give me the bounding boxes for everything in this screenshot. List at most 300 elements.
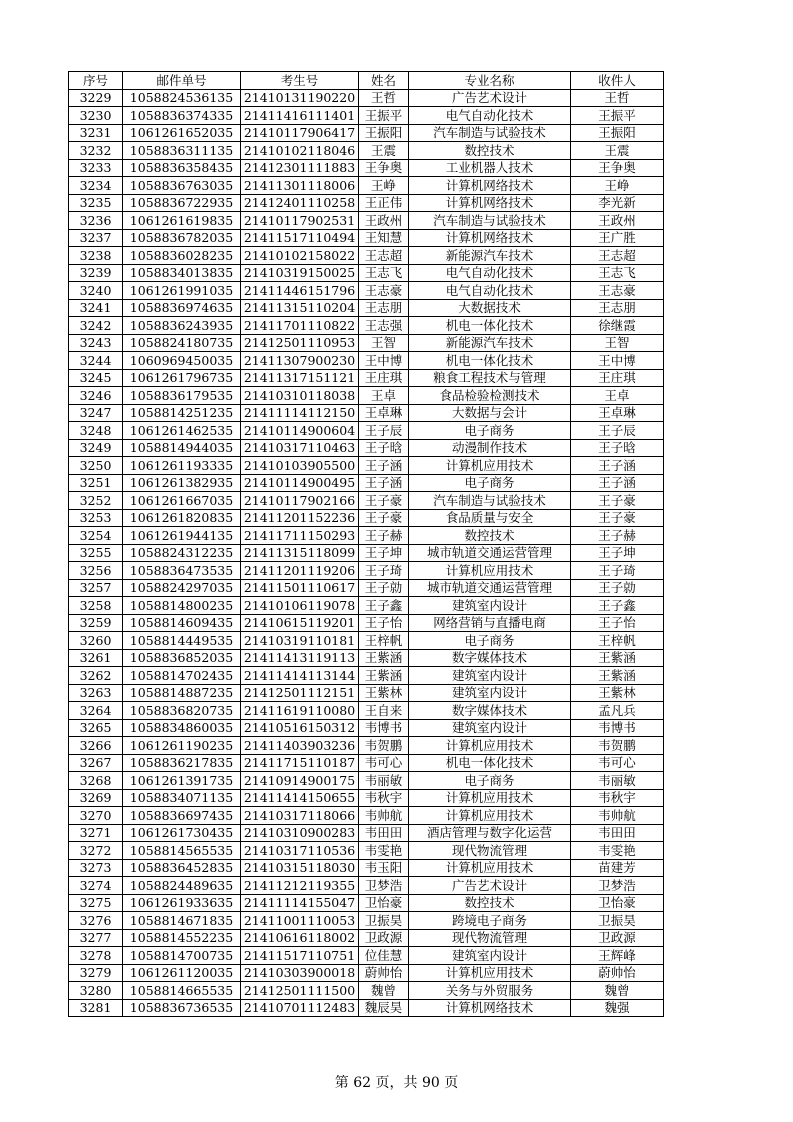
- cell-serial-number: 3231: [69, 124, 123, 142]
- cell-major: 计算机应用技术: [409, 562, 571, 580]
- cell-major: 电子商务: [409, 474, 571, 492]
- cell-candidate-number: 21411446151796: [241, 282, 359, 300]
- cell-serial-number: 3256: [69, 562, 123, 580]
- cell-serial-number: 3241: [69, 299, 123, 317]
- cell-mail-tracking-number: 1058836358435: [123, 159, 241, 177]
- cell-recipient: 魏曾: [571, 982, 664, 1000]
- cell-major: 数字媒体技术: [409, 649, 571, 667]
- table-row: [69, 789, 664, 807]
- cell-name: 王志强: [359, 317, 409, 335]
- cell-mail-tracking-number: 1061261820835: [123, 509, 241, 527]
- cell-name: 王子琦: [359, 562, 409, 580]
- cell-recipient: 王紫涵: [571, 667, 664, 685]
- cell-major: 网络营销与直播电商: [409, 614, 571, 632]
- cell-recipient: 韦秋宇: [571, 789, 664, 807]
- cell-name: 王正伟: [359, 194, 409, 212]
- cell-serial-number: 3234: [69, 177, 123, 195]
- cell-major: 计算机应用技术: [409, 457, 571, 475]
- table-row: [69, 702, 664, 720]
- cell-serial-number: 3242: [69, 317, 123, 335]
- cell-mail-tracking-number: 1058836722935: [123, 194, 241, 212]
- cell-major: 电子商务: [409, 772, 571, 790]
- cell-serial-number: 3252: [69, 492, 123, 510]
- cell-name: 王振平: [359, 107, 409, 125]
- cell-mail-tracking-number: 1058836028235: [123, 247, 241, 265]
- cell-name: 王震: [359, 142, 409, 160]
- table-row: [69, 509, 664, 527]
- cell-candidate-number: 21411212119355: [241, 877, 359, 895]
- cell-mail-tracking-number: 1061261796735: [123, 369, 241, 387]
- cell-name: 王梓帆: [359, 632, 409, 650]
- cell-name: 王自来: [359, 702, 409, 720]
- cell-name: 王子涵: [359, 474, 409, 492]
- cell-major: 关务与外贸服务: [409, 982, 571, 1000]
- cell-serial-number: 3273: [69, 859, 123, 877]
- cell-name: 韦田田: [359, 824, 409, 842]
- cell-serial-number: 3235: [69, 194, 123, 212]
- cell-mail-tracking-number: 1058834013835: [123, 264, 241, 282]
- cell-mail-tracking-number: 1058814702435: [123, 667, 241, 685]
- cell-candidate-number: 21411403903236: [241, 737, 359, 755]
- table-row: [69, 317, 664, 335]
- cell-name: 卫振昊: [359, 912, 409, 930]
- cell-serial-number: 3236: [69, 212, 123, 230]
- cell-serial-number: 3270: [69, 807, 123, 825]
- cell-serial-number: 3272: [69, 842, 123, 860]
- cell-candidate-number: 21411307900230: [241, 352, 359, 370]
- cell-serial-number: 3261: [69, 649, 123, 667]
- cell-major: 机电一体化技术: [409, 352, 571, 370]
- cell-name: 王紫林: [359, 684, 409, 702]
- cell-recipient: 王子琦: [571, 562, 664, 580]
- cell-major: 现代物流管理: [409, 842, 571, 860]
- cell-mail-tracking-number: 1058824297035: [123, 579, 241, 597]
- table-row: [69, 912, 664, 930]
- cell-candidate-number: 21411201119206: [241, 562, 359, 580]
- cell-candidate-number: 21410319110181: [241, 632, 359, 650]
- cell-serial-number: 3258: [69, 597, 123, 615]
- cell-candidate-number: 21410106119078: [241, 597, 359, 615]
- cell-mail-tracking-number: 1058814800235: [123, 597, 241, 615]
- cell-major: 计算机网络技术: [409, 194, 571, 212]
- cell-candidate-number: 21410315118030: [241, 859, 359, 877]
- cell-candidate-number: 21411619110080: [241, 702, 359, 720]
- cell-recipient: 苗建芳: [571, 859, 664, 877]
- cell-serial-number: 3254: [69, 527, 123, 545]
- cell-name: 王子坤: [359, 544, 409, 562]
- cell-candidate-number: 21412501110953: [241, 334, 359, 352]
- table-row: [69, 282, 664, 300]
- shipment-roster-table: [68, 71, 664, 1017]
- cell-serial-number: 3246: [69, 387, 123, 405]
- cell-mail-tracking-number: 1061261462535: [123, 422, 241, 440]
- cell-mail-tracking-number: 1058836243935: [123, 317, 241, 335]
- cell-candidate-number: 21410117902531: [241, 212, 359, 230]
- cell-serial-number: 3250: [69, 457, 123, 475]
- cell-recipient: 韦丽敏: [571, 772, 664, 790]
- table-row: [69, 754, 664, 772]
- cell-mail-tracking-number: 1058824312235: [123, 544, 241, 562]
- cell-name: 韦贺鹏: [359, 737, 409, 755]
- cell-candidate-number: 21411001110053: [241, 912, 359, 930]
- cell-major: 城市轨道交通运营管理: [409, 579, 571, 597]
- table-row: [69, 159, 664, 177]
- cell-candidate-number: 21411416111401: [241, 107, 359, 125]
- table-row: [69, 947, 664, 965]
- header-mail-tracking-number: 邮件单号: [123, 72, 241, 90]
- table-row: [69, 859, 664, 877]
- cell-recipient: 卫怡豪: [571, 894, 664, 912]
- cell-candidate-number: 21410117906417: [241, 124, 359, 142]
- cell-name: 王子赫: [359, 527, 409, 545]
- cell-mail-tracking-number: 1058836697435: [123, 807, 241, 825]
- cell-name: 卫梦浩: [359, 877, 409, 895]
- cell-candidate-number: 21411517110494: [241, 229, 359, 247]
- cell-mail-tracking-number: 1061261382935: [123, 474, 241, 492]
- cell-serial-number: 3229: [69, 89, 123, 107]
- cell-serial-number: 3244: [69, 352, 123, 370]
- cell-serial-number: 3233: [69, 159, 123, 177]
- table-row: [69, 597, 664, 615]
- cell-major: 汽车制造与试验技术: [409, 492, 571, 510]
- cell-name: 王紫涵: [359, 667, 409, 685]
- cell-major: 数控技术: [409, 894, 571, 912]
- cell-candidate-number: 21411414150655: [241, 789, 359, 807]
- cell-serial-number: 3278: [69, 947, 123, 965]
- cell-major: 计算机应用技术: [409, 807, 571, 825]
- cell-candidate-number: 21411301118006: [241, 177, 359, 195]
- cell-major: 现代物流管理: [409, 929, 571, 947]
- cell-recipient: 王子赫: [571, 527, 664, 545]
- cell-serial-number: 3248: [69, 422, 123, 440]
- cell-serial-number: 3253: [69, 509, 123, 527]
- cell-major: 城市轨道交通运营管理: [409, 544, 571, 562]
- cell-recipient: 王子怡: [571, 614, 664, 632]
- table-row: [69, 544, 664, 562]
- cell-candidate-number: 21410701112483: [241, 999, 359, 1017]
- table-row: [69, 842, 664, 860]
- cell-major: 广告艺术设计: [409, 877, 571, 895]
- cell-candidate-number: 21410914900175: [241, 772, 359, 790]
- cell-mail-tracking-number: 1061261730435: [123, 824, 241, 842]
- cell-candidate-number: 21411315118099: [241, 544, 359, 562]
- cell-recipient: 王辉峰: [571, 947, 664, 965]
- cell-recipient: 王紫林: [571, 684, 664, 702]
- cell-name: 韦博书: [359, 719, 409, 737]
- page-number-footer: 第 62 页，共 90 页: [334, 1075, 459, 1091]
- cell-mail-tracking-number: 1058814671835: [123, 912, 241, 930]
- table-row: [69, 299, 664, 317]
- cell-mail-tracking-number: 1058814944035: [123, 439, 241, 457]
- cell-name: 王争奥: [359, 159, 409, 177]
- table-row: [69, 527, 664, 545]
- cell-recipient: 李光新: [571, 194, 664, 212]
- cell-major: 电气自动化技术: [409, 282, 571, 300]
- table-row: [69, 404, 664, 422]
- cell-candidate-number: 21410516150312: [241, 719, 359, 737]
- cell-candidate-number: 21411414113144: [241, 667, 359, 685]
- cell-candidate-number: 21411201152236: [241, 509, 359, 527]
- cell-major: 建筑室内设计: [409, 684, 571, 702]
- cell-recipient: 王中博: [571, 352, 664, 370]
- cell-recipient: 王震: [571, 142, 664, 160]
- cell-recipient: 王智: [571, 334, 664, 352]
- cell-candidate-number: 21412501111500: [241, 982, 359, 1000]
- cell-major: 电气自动化技术: [409, 264, 571, 282]
- cell-major: 计算机应用技术: [409, 789, 571, 807]
- cell-mail-tracking-number: 1058836820735: [123, 702, 241, 720]
- cell-candidate-number: 21410114900495: [241, 474, 359, 492]
- table-row: [69, 737, 664, 755]
- cell-serial-number: 3232: [69, 142, 123, 160]
- table-row: [69, 562, 664, 580]
- cell-name: 卫政源: [359, 929, 409, 947]
- cell-major: 粮食工程技术与管理: [409, 369, 571, 387]
- cell-candidate-number: 21411517110751: [241, 947, 359, 965]
- cell-recipient: 王梓帆: [571, 632, 664, 650]
- cell-major: 计算机应用技术: [409, 737, 571, 755]
- cell-recipient: 魏强: [571, 999, 664, 1017]
- cell-mail-tracking-number: 1058836311135: [123, 142, 241, 160]
- cell-major: 汽车制造与试验技术: [409, 124, 571, 142]
- cell-mail-tracking-number: 1061261619835: [123, 212, 241, 230]
- cell-recipient: 王庄琪: [571, 369, 664, 387]
- table-row: [69, 457, 664, 475]
- cell-mail-tracking-number: 1061261391735: [123, 772, 241, 790]
- cell-candidate-number: 21412501112151: [241, 684, 359, 702]
- cell-major: 大数据技术: [409, 299, 571, 317]
- cell-serial-number: 3239: [69, 264, 123, 282]
- cell-major: 工业机器人技术: [409, 159, 571, 177]
- cell-mail-tracking-number: 1058836782035: [123, 229, 241, 247]
- table-row: [69, 964, 664, 982]
- table-row: [69, 772, 664, 790]
- cell-mail-tracking-number: 1058836452835: [123, 859, 241, 877]
- cell-name: 王政州: [359, 212, 409, 230]
- table-row: [69, 824, 664, 842]
- cell-candidate-number: 21410103905500: [241, 457, 359, 475]
- cell-name: 王庄琪: [359, 369, 409, 387]
- cell-major: 计算机网络技术: [409, 177, 571, 195]
- cell-name: 韦雯艳: [359, 842, 409, 860]
- cell-serial-number: 3240: [69, 282, 123, 300]
- cell-recipient: 王子豪: [571, 492, 664, 510]
- cell-serial-number: 3245: [69, 369, 123, 387]
- cell-recipient: 王子涵: [571, 457, 664, 475]
- cell-recipient: 韦博书: [571, 719, 664, 737]
- cell-recipient: 王振平: [571, 107, 664, 125]
- cell-major: 广告艺术设计: [409, 89, 571, 107]
- cell-mail-tracking-number: 1058814665535: [123, 982, 241, 1000]
- cell-recipient: 王子鑫: [571, 597, 664, 615]
- cell-name: 王子鑫: [359, 597, 409, 615]
- cell-serial-number: 3280: [69, 982, 123, 1000]
- table-row: [69, 107, 664, 125]
- cell-mail-tracking-number: 1058836763035: [123, 177, 241, 195]
- table-row: [69, 492, 664, 510]
- cell-name: 位佳慧: [359, 947, 409, 965]
- cell-mail-tracking-number: 1061261652035: [123, 124, 241, 142]
- cell-serial-number: 3275: [69, 894, 123, 912]
- cell-candidate-number: 21410131190220: [241, 89, 359, 107]
- cell-recipient: 王振阳: [571, 124, 664, 142]
- table-row: [69, 807, 664, 825]
- cell-major: 机电一体化技术: [409, 754, 571, 772]
- cell-name: 王子豪: [359, 492, 409, 510]
- cell-candidate-number: 21411114112150: [241, 404, 359, 422]
- cell-mail-tracking-number: 1058814449535: [123, 632, 241, 650]
- cell-candidate-number: 21410303900018: [241, 964, 359, 982]
- cell-mail-tracking-number: 1058834860035: [123, 719, 241, 737]
- cell-serial-number: 3249: [69, 439, 123, 457]
- header-name: 姓名: [359, 72, 409, 90]
- cell-serial-number: 3238: [69, 247, 123, 265]
- cell-mail-tracking-number: 1058814552235: [123, 929, 241, 947]
- cell-candidate-number: 21410317118066: [241, 807, 359, 825]
- cell-name: 王子怡: [359, 614, 409, 632]
- cell-candidate-number: 21411315110204: [241, 299, 359, 317]
- cell-name: 韦秋宇: [359, 789, 409, 807]
- table-body: [69, 89, 664, 1017]
- cell-name: 魏辰昊: [359, 999, 409, 1017]
- table-row: [69, 877, 664, 895]
- cell-serial-number: 3263: [69, 684, 123, 702]
- cell-candidate-number: 21410317110463: [241, 439, 359, 457]
- cell-serial-number: 3262: [69, 667, 123, 685]
- cell-mail-tracking-number: 1058814565535: [123, 842, 241, 860]
- cell-major: 酒店管理与数字化运营: [409, 824, 571, 842]
- cell-name: 王紫涵: [359, 649, 409, 667]
- table-row: [69, 579, 664, 597]
- cell-recipient: 王哲: [571, 89, 664, 107]
- cell-recipient: 王峥: [571, 177, 664, 195]
- cell-mail-tracking-number: 1060969450035: [123, 352, 241, 370]
- cell-name: 王哲: [359, 89, 409, 107]
- cell-recipient: 王志飞: [571, 264, 664, 282]
- cell-recipient: 卫梦浩: [571, 877, 664, 895]
- cell-candidate-number: 21410317110536: [241, 842, 359, 860]
- cell-candidate-number: 21410616118002: [241, 929, 359, 947]
- cell-mail-tracking-number: 1058836179535: [123, 387, 241, 405]
- cell-serial-number: 3237: [69, 229, 123, 247]
- cell-major: 动漫制作技术: [409, 439, 571, 457]
- cell-mail-tracking-number: 1061261120035: [123, 964, 241, 982]
- cell-major: 建筑室内设计: [409, 719, 571, 737]
- cell-recipient: 王紫涵: [571, 649, 664, 667]
- cell-serial-number: 3274: [69, 877, 123, 895]
- table-row: [69, 89, 664, 107]
- cell-mail-tracking-number: 1058836374335: [123, 107, 241, 125]
- cell-recipient: 徐继霞: [571, 317, 664, 335]
- cell-serial-number: 3230: [69, 107, 123, 125]
- cell-candidate-number: 21412401110258: [241, 194, 359, 212]
- cell-candidate-number: 21411715110187: [241, 754, 359, 772]
- table-row: [69, 719, 664, 737]
- cell-name: 王振阳: [359, 124, 409, 142]
- table-row: [69, 177, 664, 195]
- cell-name: 王子豪: [359, 509, 409, 527]
- cell-serial-number: 3281: [69, 999, 123, 1017]
- cell-serial-number: 3247: [69, 404, 123, 422]
- cell-candidate-number: 21411501110617: [241, 579, 359, 597]
- header-serial-number: 序号: [69, 72, 123, 90]
- cell-recipient: 韦可心: [571, 754, 664, 772]
- cell-major: 电子商务: [409, 632, 571, 650]
- cell-recipient: 王卓琳: [571, 404, 664, 422]
- cell-mail-tracking-number: 1058814700735: [123, 947, 241, 965]
- cell-recipient: 蔚帅怡: [571, 964, 664, 982]
- table-row: [69, 352, 664, 370]
- cell-major: 大数据与会计: [409, 404, 571, 422]
- cell-serial-number: 3257: [69, 579, 123, 597]
- cell-candidate-number: 21411701110822: [241, 317, 359, 335]
- cell-recipient: 卫政源: [571, 929, 664, 947]
- cell-major: 数字媒体技术: [409, 702, 571, 720]
- cell-recipient: 孟凡兵: [571, 702, 664, 720]
- cell-serial-number: 3259: [69, 614, 123, 632]
- cell-major: 机电一体化技术: [409, 317, 571, 335]
- cell-mail-tracking-number: 1061261991035: [123, 282, 241, 300]
- table-row: [69, 632, 664, 650]
- cell-major: 计算机应用技术: [409, 859, 571, 877]
- table-row: [69, 334, 664, 352]
- cell-major: 数控技术: [409, 527, 571, 545]
- cell-major: 新能源汽车技术: [409, 334, 571, 352]
- cell-major: 跨境电子商务: [409, 912, 571, 930]
- cell-serial-number: 3251: [69, 474, 123, 492]
- cell-mail-tracking-number: 1061261193335: [123, 457, 241, 475]
- table-row: [69, 999, 664, 1017]
- cell-name: 王子涵: [359, 457, 409, 475]
- cell-recipient: 王卓: [571, 387, 664, 405]
- cell-major: 汽车制造与试验技术: [409, 212, 571, 230]
- cell-candidate-number: 21410310118038: [241, 387, 359, 405]
- table-row: [69, 142, 664, 160]
- cell-name: 王智: [359, 334, 409, 352]
- cell-recipient: 王子坤: [571, 544, 664, 562]
- cell-candidate-number: 21411413119113: [241, 649, 359, 667]
- table-row: [69, 982, 664, 1000]
- header-major: 专业名称: [409, 72, 571, 90]
- cell-name: 王志超: [359, 247, 409, 265]
- cell-recipient: 卫振昊: [571, 912, 664, 930]
- cell-major: 食品检验检测技术: [409, 387, 571, 405]
- cell-mail-tracking-number: 1061261944135: [123, 527, 241, 545]
- cell-candidate-number: 21411114155047: [241, 894, 359, 912]
- cell-candidate-number: 21411317151121: [241, 369, 359, 387]
- cell-mail-tracking-number: 1058836736535: [123, 999, 241, 1017]
- cell-serial-number: 3269: [69, 789, 123, 807]
- cell-name: 王志飞: [359, 264, 409, 282]
- cell-major: 食品质量与安全: [409, 509, 571, 527]
- cell-serial-number: 3255: [69, 544, 123, 562]
- cell-major: 建筑室内设计: [409, 667, 571, 685]
- cell-recipient: 韦田田: [571, 824, 664, 842]
- cell-candidate-number: 21410319150025: [241, 264, 359, 282]
- table-row: [69, 194, 664, 212]
- cell-recipient: 王志朋: [571, 299, 664, 317]
- cell-recipient: 王政州: [571, 212, 664, 230]
- cell-name: 韦丽敏: [359, 772, 409, 790]
- table-row: [69, 614, 664, 632]
- cell-mail-tracking-number: 1058824489635: [123, 877, 241, 895]
- cell-major: 电气自动化技术: [409, 107, 571, 125]
- cell-mail-tracking-number: 1058836852035: [123, 649, 241, 667]
- cell-serial-number: 3266: [69, 737, 123, 755]
- cell-serial-number: 3268: [69, 772, 123, 790]
- cell-major: 建筑室内设计: [409, 947, 571, 965]
- cell-recipient: 王子豪: [571, 509, 664, 527]
